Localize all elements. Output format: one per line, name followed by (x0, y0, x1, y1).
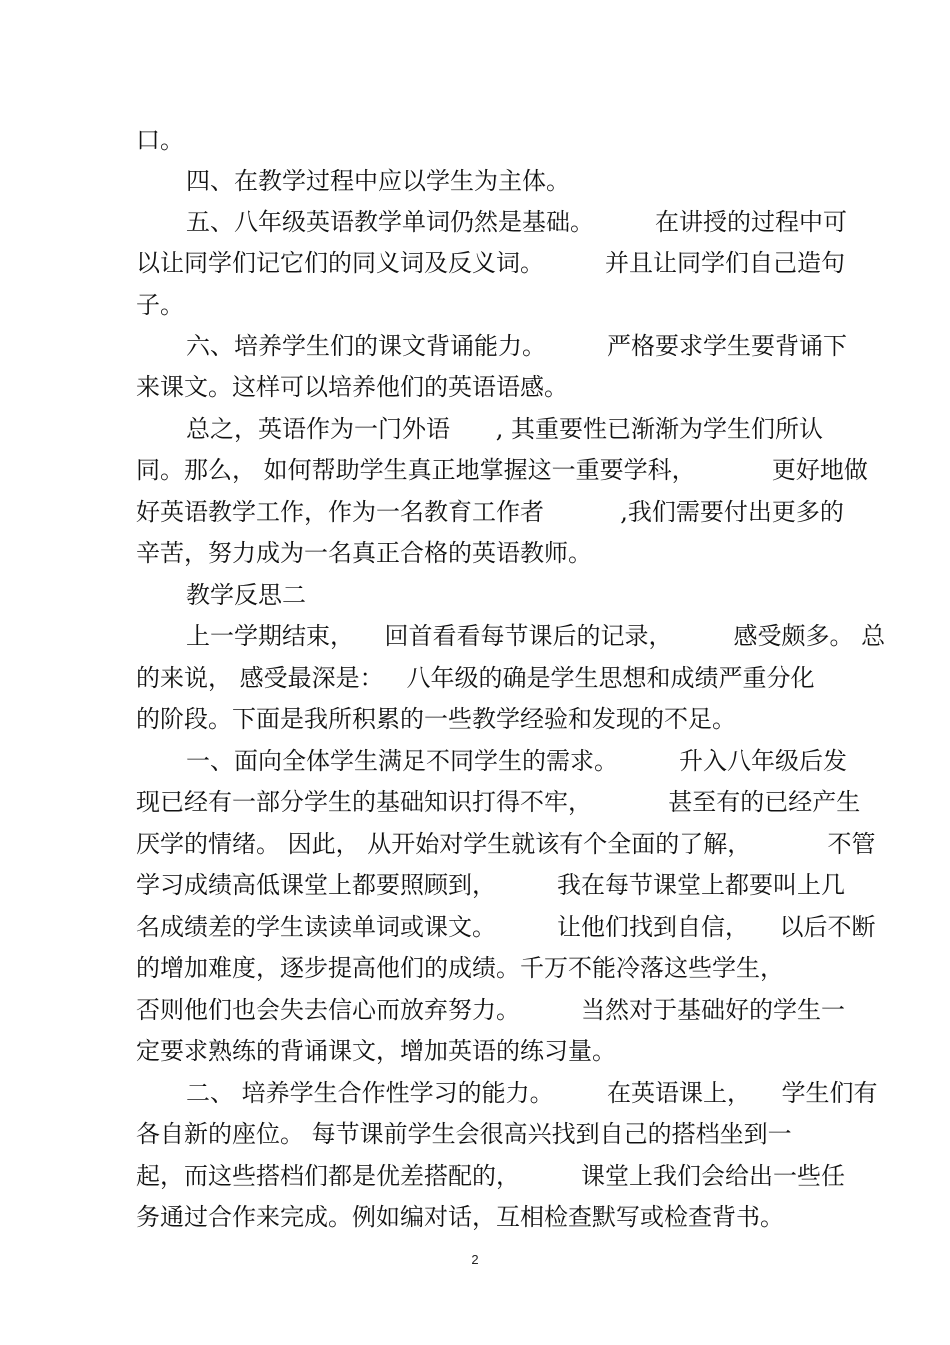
text-line: 来课文。这样可以培养他们的英语语感。 (136, 373, 568, 401)
text-line: 厌学的情绪。 因此， 从开始对学生就该有个全面的了解， 不管 (136, 830, 876, 858)
text-line: 定要求熟练的背诵课文，增加英语的练习量。 (136, 1037, 616, 1065)
text-line: 四、在教学过程中应以学生为主体。 (186, 167, 570, 195)
text-line: 同。那么， 如何帮助学生真正地掌握这一重要学科， 更好地做 (136, 456, 868, 484)
section-heading: 教学反思二 (186, 581, 306, 609)
text-line: 务通过合作来完成。例如编对话，互相检查默写或检查背书。 (136, 1203, 784, 1231)
text-line: 总之，英语作为一门外语 , 其重要性已渐渐为学生们所认 (186, 415, 824, 443)
text-line: 否则他们也会失去信心而放弃努力。 当然对于基础好的学生一 (136, 996, 846, 1024)
text-line: 各自新的座位。 每节课前学生会很高兴找到自己的搭档坐到一 (136, 1120, 792, 1148)
text-line: 好英语教学工作，作为一名教育工作者 ,我们需要付出更多的 (136, 498, 844, 526)
text-line: 六、培养学生们的课文背诵能力。 严格要求学生要背诵下 (186, 332, 848, 360)
text-line: 的增加难度，逐步提高他们的成绩。千万不能冷落这些学生， (136, 954, 784, 982)
page-number: 2 (471, 1252, 479, 1267)
text-line: 一、面向全体学生满足不同学生的需求。 升入八年级后发 (186, 747, 848, 775)
text-line: 现已经有一部分学生的基础知识打得不牢， 甚至有的已经产生 (136, 788, 861, 816)
text-line: 起，而这些搭档们都是优差搭配的， 课堂上我们会给出一些任 (136, 1162, 846, 1190)
text-line: 名成绩差的学生读读单词或课文。 让他们找到自信， 以后不断 (136, 913, 876, 941)
text-line: 二、 培养学生合作性学习的能力。 在英语课上， 学生们有 (186, 1079, 878, 1107)
text-line: 辛苦，努力成为一名真正合格的英语教师。 (136, 539, 592, 567)
text-line: 五、八年级英语教学单词仍然是基础。 在讲授的过程中可 (186, 208, 848, 236)
text-line: 的来说， 感受最深是： 八年级的确是学生思想和成绩严重分化 (136, 664, 815, 692)
text-line: 子。 (136, 291, 184, 319)
text-line: 学习成绩高低课堂上都要照顾到， 我在每节课堂上都要叫上几 (136, 871, 846, 899)
text-line: 口。 (136, 126, 184, 154)
text-line: 的阶段。下面是我所积累的一些教学经验和发现的不足。 (136, 705, 736, 733)
text-line: 以让同学们记它们的同义词及反义词。 并且让同学们自己造句 (136, 249, 846, 277)
text-line: 上一学期结束， 回首看看每节课后的记录， 感受颇多。 总 (186, 622, 886, 650)
